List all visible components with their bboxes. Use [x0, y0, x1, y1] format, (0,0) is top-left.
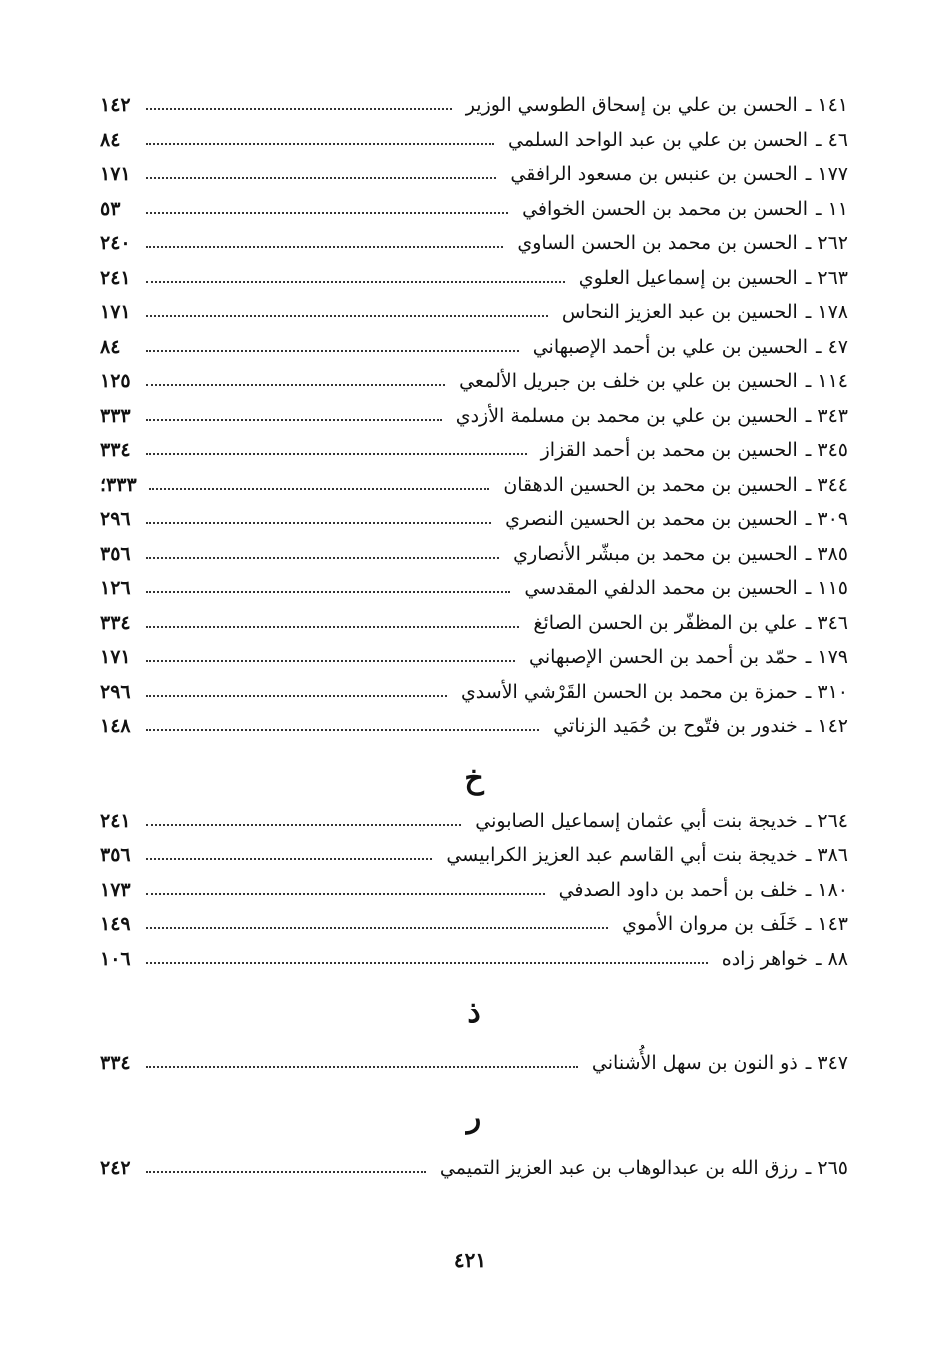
entry-page-ref: ٣٣٤	[100, 1052, 131, 1075]
entry-page-ref: ٢٤١	[100, 809, 131, 832]
dot-leader	[146, 660, 515, 662]
dot-leader	[146, 591, 510, 593]
entry-name: الحسين بن محمد بن أحمد القزاز	[540, 439, 798, 462]
index-entry	[100, 675, 848, 710]
entry-number: ٣٤٦	[817, 611, 848, 634]
entry-number: ٣٨٦	[817, 844, 848, 867]
entry-dash: ـ	[805, 232, 812, 255]
entry-number: ١٤١	[817, 94, 848, 117]
entry-name: خواهر زاده	[721, 947, 808, 970]
index-entry	[100, 468, 848, 503]
index-entry	[100, 873, 848, 908]
entry-page-ref: ١٧٣	[100, 878, 131, 901]
entry-name: رزق الله بن عبدالوهاب بن عبد العزيز التميمي	[439, 1156, 798, 1179]
entry-dash: ـ	[816, 947, 822, 970]
entry-page-ref: ١٤٨	[100, 715, 131, 738]
dot-leader	[146, 212, 508, 214]
entry-page-ref: ٣٥٦	[100, 542, 131, 565]
entry-dash: ـ	[816, 335, 822, 358]
entry-page-ref: ٣٣٤	[100, 611, 131, 634]
entry-name: خندور بن فتّوح بن حُمَيد الزناتي	[553, 715, 798, 738]
dot-leader	[146, 384, 445, 386]
entry-number: ٣٤٤	[817, 473, 848, 496]
entry-page-ref: ١٤٩	[100, 913, 131, 936]
entry-page-ref: ٥٣	[100, 197, 121, 220]
entry-number: ٨٨	[827, 947, 848, 970]
index-entry	[100, 942, 848, 977]
index-entry	[100, 606, 848, 641]
entry-dash: ـ	[805, 913, 812, 936]
entry-number: ١٧٧	[817, 163, 848, 186]
entry-page-ref: ١٢٦	[100, 577, 131, 600]
index-entry	[100, 123, 848, 158]
entry-number: ٤٧	[827, 335, 848, 358]
dot-leader	[146, 557, 499, 559]
index-entry	[100, 571, 848, 606]
dot-leader	[146, 108, 452, 110]
entry-page-ref: ١٧١	[100, 646, 131, 669]
index-list	[100, 88, 848, 1185]
entry-dash: ـ	[805, 370, 812, 393]
entry-name: حمزة بن محمد بن الحسن القَرْشي الأسدي	[460, 680, 798, 703]
dot-leader	[146, 350, 519, 352]
entry-number: ١١٤	[817, 370, 848, 393]
entry-dash: ـ	[805, 473, 812, 496]
dot-leader	[146, 626, 519, 628]
entry-page-ref: ٨٤	[100, 128, 121, 151]
entry-page-ref: ٢٩٦	[100, 680, 131, 703]
entry-page-ref: ١٧١	[100, 301, 131, 324]
entry-page-ref: ٢٤٢	[100, 1156, 131, 1179]
entry-name: الحسين بن محمد بن الحسين النصري	[505, 508, 798, 531]
entry-page-ref: ١٤٢	[100, 94, 131, 117]
entry-dash: ـ	[805, 646, 812, 669]
entry-dash: ـ	[805, 715, 812, 738]
index-entry	[100, 502, 848, 537]
entry-number: ١١٥	[817, 577, 848, 600]
entry-dash: ـ	[805, 266, 812, 289]
entry-name: الحسن بن محمد بن الحسن الساوي	[517, 232, 798, 255]
dot-leader	[146, 419, 442, 421]
index-entry	[100, 709, 848, 744]
entry-name: علي بن المظفّر بن الحسن الصائغ	[533, 611, 798, 634]
entry-name: الحسن بن محمد بن الحسن الخوافي	[522, 197, 808, 220]
entry-dash: ـ	[805, 809, 812, 832]
index-entry	[100, 838, 848, 873]
dot-leader	[149, 488, 490, 490]
entry-number: ٤٦	[827, 128, 848, 151]
entry-number: ٢٦٥	[817, 1156, 848, 1179]
dot-leader	[146, 315, 548, 317]
entry-name: الحسين بن علي بن خلف بن جبريل الألمعي	[459, 370, 798, 393]
index-entry	[100, 399, 848, 434]
dot-leader	[146, 927, 608, 929]
entry-number: ٣٨٥	[817, 542, 848, 565]
page-number: ٤٢١	[453, 1248, 487, 1272]
index-entry	[100, 88, 848, 123]
index-entry	[100, 261, 848, 296]
entry-dash: ـ	[805, 301, 812, 324]
entry-name: خديجة بنت أبي القاسم عبد العزيز الكرابيسي	[446, 844, 798, 867]
entry-dash: ـ	[805, 508, 812, 531]
entry-number: ١٧٨	[817, 301, 848, 324]
dot-leader	[146, 729, 539, 731]
index-entry	[100, 433, 848, 468]
entry-page-ref: ١٧١	[100, 163, 131, 186]
entry-page-ref: ٢٤١	[100, 266, 131, 289]
entry-name: الحسين بن إسماعيل العلوي	[578, 266, 798, 289]
index-entry	[100, 295, 848, 330]
dot-leader	[146, 177, 496, 179]
entry-page-ref: ٢٤٠	[100, 232, 131, 255]
entry-dash: ـ	[805, 404, 812, 427]
entry-page-ref: ٣٣٤	[100, 439, 131, 462]
entry-number: ٢٦٤	[817, 809, 848, 832]
index-entry	[100, 640, 848, 675]
entry-page-ref: ٨٤	[100, 335, 121, 358]
entry-page-ref: ١٢٥	[100, 370, 131, 393]
dot-leader	[146, 143, 494, 145]
section-letter-heading: ذ	[467, 995, 481, 1030]
entry-page-ref: ٢٩٦	[100, 508, 131, 531]
index-entry	[100, 192, 848, 227]
dot-leader	[146, 246, 503, 248]
index-entry	[100, 330, 848, 365]
index-entry	[100, 1151, 848, 1186]
entry-number: ٢٦٢	[817, 232, 848, 255]
entry-dash: ـ	[805, 94, 812, 117]
entry-dash: ـ	[816, 128, 822, 151]
entry-dash: ـ	[805, 611, 812, 634]
entry-number: ١٧٩	[817, 646, 848, 669]
entry-page-ref: ١٠٦	[100, 947, 131, 970]
entry-dash: ـ	[816, 197, 822, 220]
entry-name: خديجة بنت أبي عثمان إسماعيل الصابوني	[475, 809, 798, 832]
index-entry	[100, 804, 848, 839]
entry-name: الحسين بن علي بن محمد بن مسلمة الأزدي	[455, 404, 798, 427]
entry-name: الحسين بن محمد بن الحسين الدهقان	[503, 473, 798, 496]
entry-name: الحسين بن محمد الدلفي المقدسي	[524, 577, 798, 600]
dot-leader	[146, 695, 447, 697]
dot-leader	[146, 824, 461, 826]
entry-page-ref: ٣٣٣؛	[100, 473, 137, 496]
index-entry	[100, 157, 848, 192]
entry-number: ٣٠٩	[817, 508, 848, 531]
dot-leader	[146, 281, 565, 283]
index-entry	[100, 537, 848, 572]
entry-name: الحسين بن علي بن أحمد الإصبهاني	[532, 335, 808, 358]
entry-number: ١٨٠	[817, 878, 848, 901]
dot-leader	[146, 453, 527, 455]
dot-leader	[146, 1171, 426, 1173]
entry-name: ذو النون بن سهل الأُشناني	[591, 1052, 798, 1075]
index-entry	[100, 226, 848, 261]
entry-name: الحسن بن علي بن إسحاق الطوسي الوزير	[465, 94, 798, 117]
dot-leader	[146, 893, 545, 895]
entry-name: الحسين بن عبد العزيز النحاس	[561, 301, 798, 324]
entry-dash: ـ	[805, 1052, 812, 1075]
entry-number: ١٤٢	[817, 715, 848, 738]
entry-name: الحسن بن عنبس بن مسعود الرافقي	[510, 163, 798, 186]
entry-name: الحسن بن علي بن عبد الواحد السلمي	[507, 128, 808, 151]
entry-page-ref: ٣٣٣	[100, 404, 131, 427]
index-entry	[100, 364, 848, 399]
dot-leader	[146, 858, 432, 860]
entry-name: حمّد بن أحمد بن الحسن الإصبهاني	[529, 646, 798, 669]
entry-number: ٢٦٣	[817, 266, 848, 289]
entry-dash: ـ	[805, 844, 812, 867]
entry-dash: ـ	[805, 163, 812, 186]
section-letter-heading: ر	[466, 1099, 482, 1135]
entry-name: الحسين بن محمد بن مبشّر الأنصاري	[513, 542, 798, 565]
dot-leader	[146, 522, 491, 524]
dot-leader	[146, 1066, 578, 1068]
entry-number: ١١	[827, 197, 848, 220]
entry-number: ١٤٣	[817, 913, 848, 936]
entry-dash: ـ	[805, 878, 812, 901]
entry-name: خلف بن أحمد بن داود الصدفي	[558, 878, 798, 901]
entry-number: ٣٤٥	[817, 439, 848, 462]
entry-dash: ـ	[805, 542, 812, 565]
entry-page-ref: ٣٥٦	[100, 844, 131, 867]
section-letter-heading: خ	[464, 760, 484, 796]
entry-dash: ـ	[805, 577, 812, 600]
index-entry	[100, 1046, 848, 1081]
dot-leader	[146, 962, 708, 964]
entry-dash: ـ	[805, 680, 812, 703]
entry-dash: ـ	[805, 1156, 812, 1179]
entry-number: ٣٤٧	[817, 1052, 848, 1075]
entry-number: ٣١٠	[817, 680, 848, 703]
entry-dash: ـ	[805, 439, 812, 462]
entry-name: خَلَف بن مروان الأموي	[622, 913, 798, 936]
entry-number: ٣٤٣	[817, 404, 848, 427]
index-entry	[100, 907, 848, 942]
